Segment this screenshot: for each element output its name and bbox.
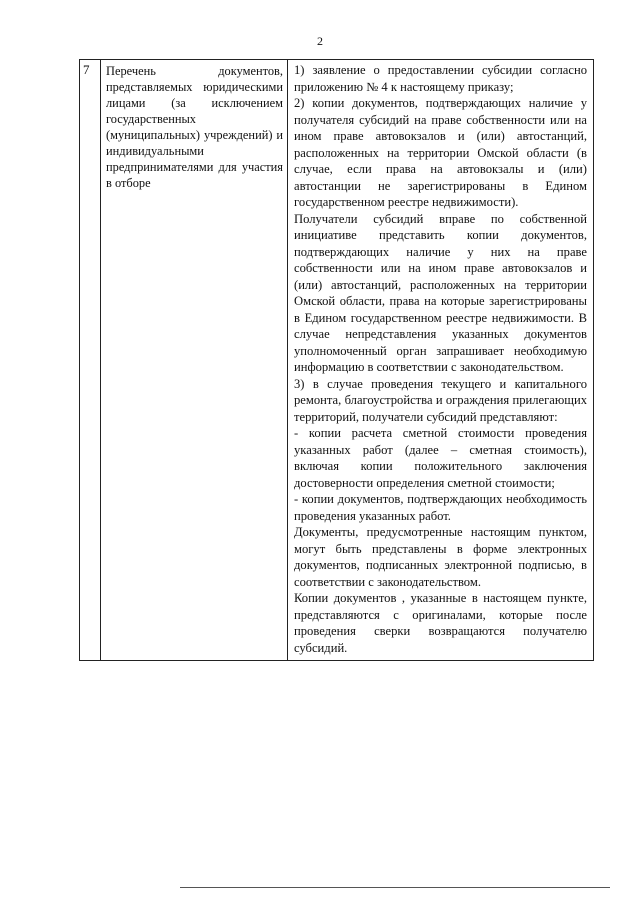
requirements-table (79, 59, 594, 661)
bottom-divider (180, 887, 610, 888)
paragraph-electronic-form: Документы, предусмотренные настоящим пунктом, могут быть представлены в форме электронных документов, подписанных электронной подписью, в соответствии с законодательством. (294, 525, 587, 589)
paragraph-application: 1) заявление о предоставлении субсидии согласно приложению № 4 к настоящему приказу; (294, 63, 587, 94)
row-number-cell: 7 (80, 60, 101, 661)
paragraph-necessity-copies: - копии документов, подтверждающих необходимость проведения указанных работ. (294, 492, 587, 523)
requirements-text-cell (288, 60, 594, 661)
paragraph-ownership-copies: 2) копии документов, подтверждающих наличие у получателя субсидий на праве собственности или на ином праве автовокзалов и (или) автостанций, расположенных на территории Омской области (в случае, если права на автовокзалы и (или) автостанции не зарегистрированы в Едином государственном реестре недвижимости). (294, 96, 587, 209)
paragraph-own-initiative: Получатели субсидий вправе по собственной инициативе представить копии документов, подтверждающих наличие у них на праве собственности или на ином праве автовокзалов и (или) автостанций, расположенных на территории Омской области, права на которые зарегистрированы в Едином государственном реестре недвижимости. В случае непредставления указанных документов уполномоченный орган запрашивает необходимую информацию в соответствии с законодательством. (294, 211, 587, 374)
paragraph-originals: Копии документов , указанные в настоящем пункте, представляются с оригиналами, которые после проведения сверки возвращаются получателю субсидий. (294, 591, 587, 655)
table-row (80, 60, 594, 661)
paragraph-repair-works: 3) в случае проведения текущего и капитального ремонта, благоустройства и ограждения прилегающих территорий, получатели субсидий представляют: (294, 376, 587, 424)
document-list-title: Перечень документов, представляемых юридическими лицами (за исключением государственных (муниципальных) учреждений) и индивидуальными предпринимателями для участия в отборе (106, 64, 283, 190)
paragraph-estimate-copies: - копии расчета сметной стоимости проведения указанных работ (далее – сметная стоимость), включая копии положительного заключения достоверности определения сметной стоимости; (294, 426, 587, 490)
document-list-title-cell (101, 60, 288, 661)
page-number: 2 (317, 34, 323, 48)
